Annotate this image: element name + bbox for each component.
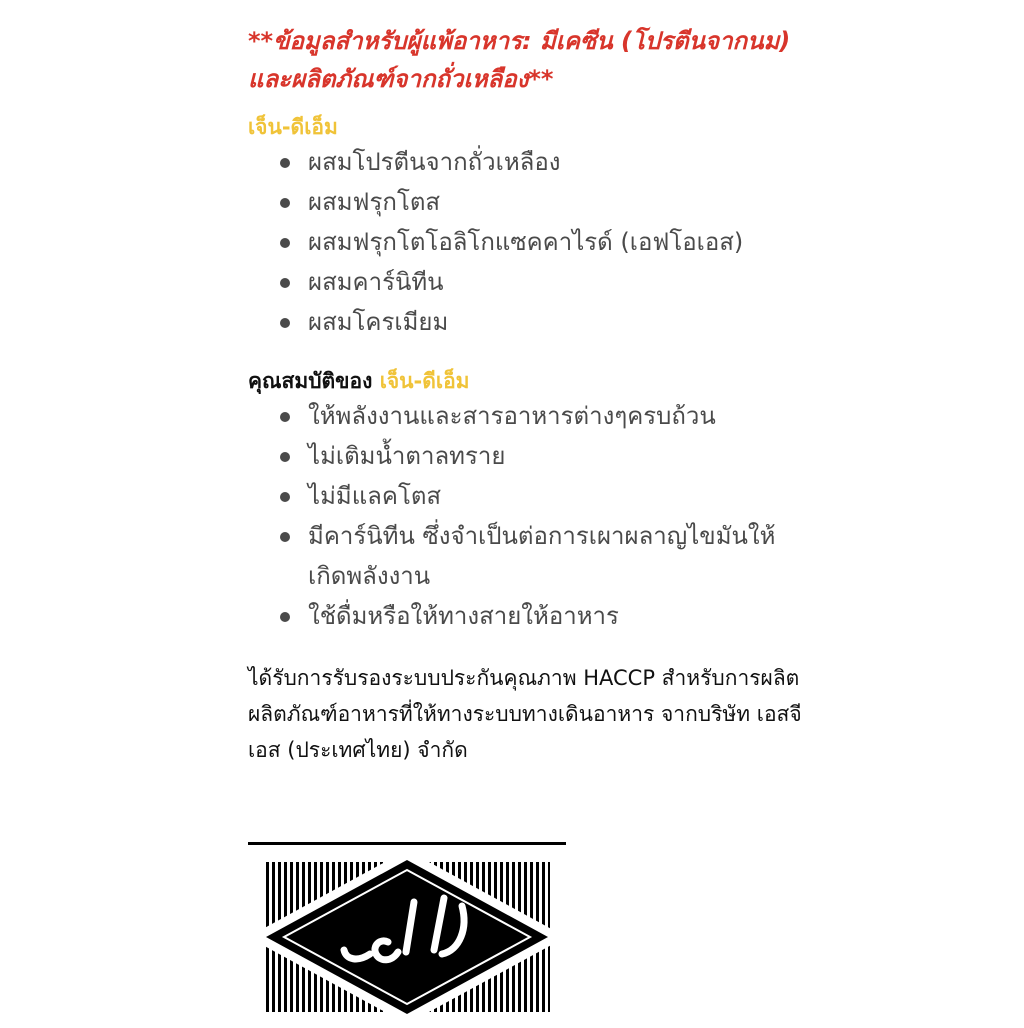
ingredient-item: ผสมคาร์นิทีน — [280, 262, 808, 302]
property-item: มีคาร์นิทีน ซึ่งจำเป็นต่อการเผาผลาญไขมันให้เกิดพลังงาน — [280, 516, 808, 596]
product-info — [248, 22, 808, 768]
properties-heading-brand: เจ็น-ดีเอ็ม — [379, 369, 470, 393]
properties-list — [248, 396, 808, 636]
brand-heading: เจ็น-ดีเอ็ม — [248, 115, 338, 139]
properties-heading — [248, 366, 808, 396]
ingredient-item: ผสมฟรุกโตส — [280, 182, 808, 222]
halal-logo — [248, 850, 566, 1024]
ingredient-item: ผสมโปรตีนจากถั่วเหลือง — [280, 142, 808, 182]
ingredients-list — [248, 142, 808, 342]
ingredient-item: ผสมฟรุกโตโอลิโกแซคคาไรด์ (เอฟโอเอส) — [280, 222, 808, 262]
divider — [248, 842, 566, 845]
property-item: ไม่มีแลคโตส — [280, 476, 808, 516]
property-item: ให้พลังงานและสารอาหารต่างๆครบถ้วน — [280, 396, 808, 436]
property-item: ใช้ดื่มหรือให้ทางสายให้อาหาร — [280, 596, 808, 636]
properties-heading-prefix: คุณสมบัติของ — [248, 369, 373, 393]
allergy-notice: **ข้อมูลสำหรับผู้แพ้อาหาร: มีเคซีน (โปรตีนจากนม) และผลิตภัณฑ์จากถั่วเหลือง** — [248, 27, 791, 93]
ingredient-item: ผสมโครเมียม — [280, 302, 808, 342]
property-item: ไม่เติมน้ำตาลทราย — [280, 436, 808, 476]
halal-logo-icon — [248, 850, 566, 1024]
certification-text: ได้รับการรับรองระบบประกันคุณภาพ HACCP สำหรับการผลิต ผลิตภัณฑ์อาหารที่ให้ทางระบบทางเดินอาหาร จากบริษัท เอสจีเอส (ประเทศไทย) จำกัด — [248, 666, 802, 762]
